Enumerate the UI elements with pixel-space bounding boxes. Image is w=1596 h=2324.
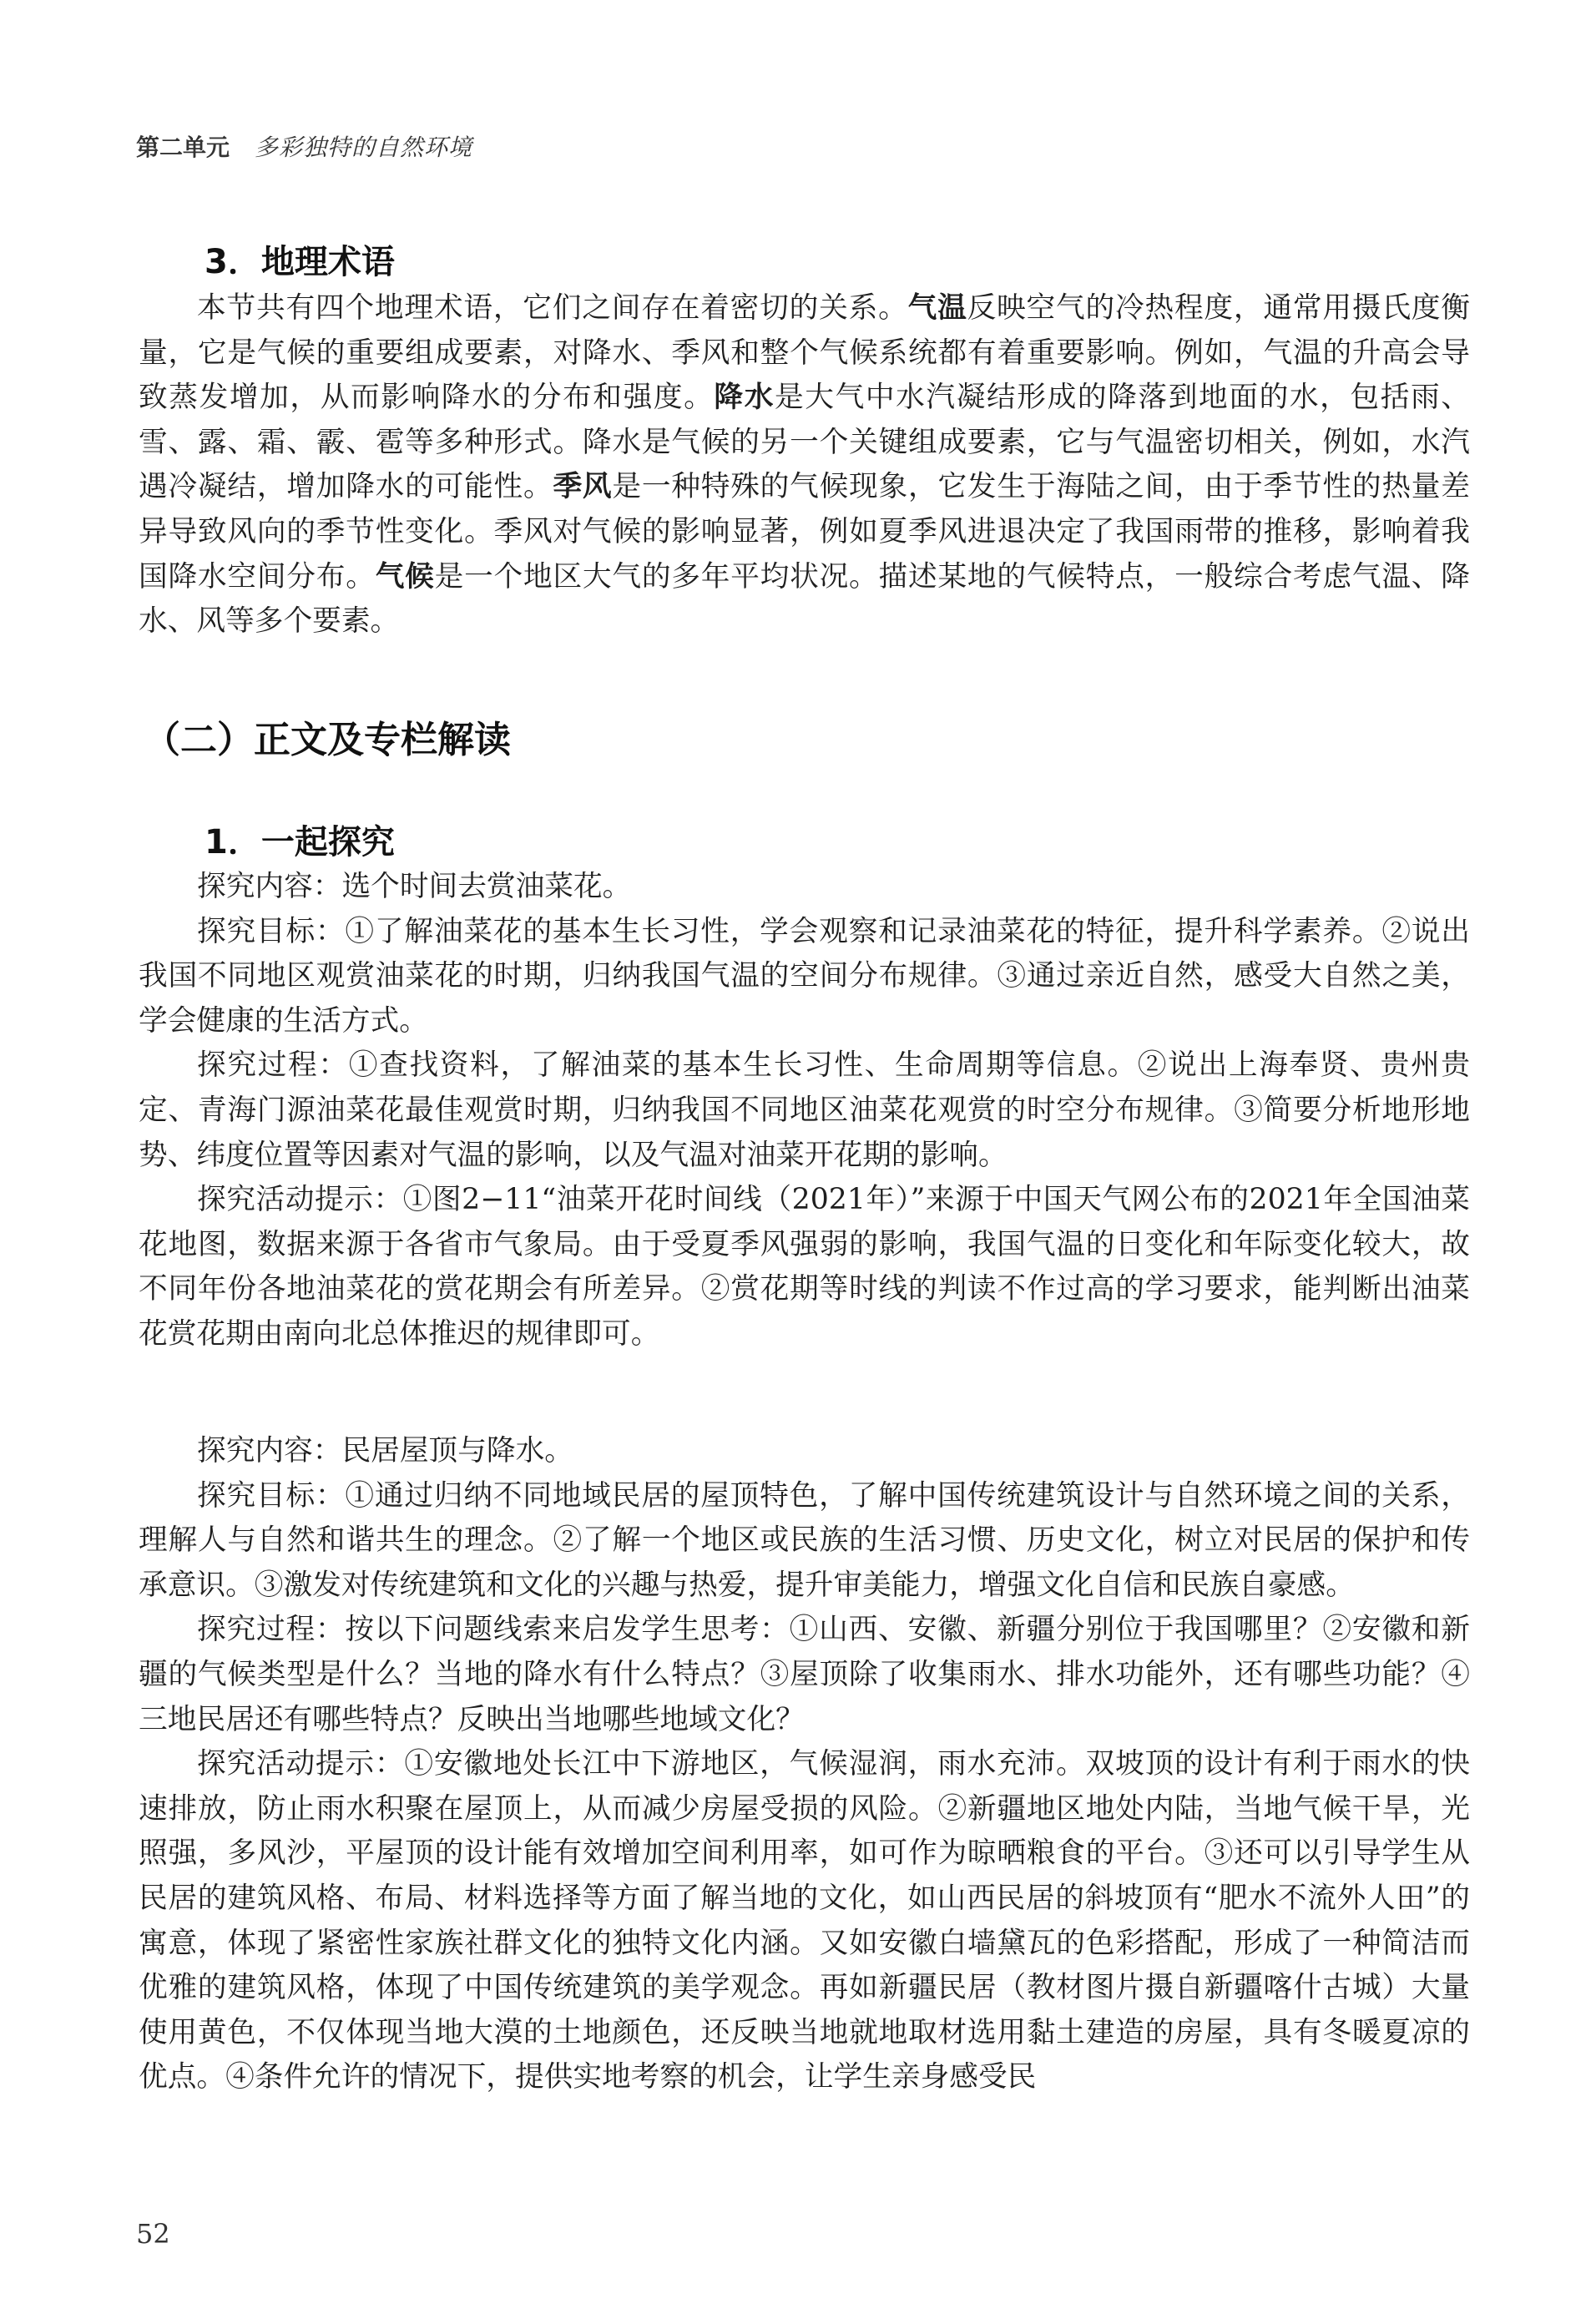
section-heading-text-and-columns: （二）正文及专栏解读: [144, 719, 511, 761]
unit-label: 第二单元: [136, 134, 230, 161]
term-monsoon: 季风: [553, 470, 613, 504]
term-air-temperature: 气温: [907, 291, 967, 325]
unit-topic: 多彩独特的自然环境: [255, 134, 473, 161]
explore-paragraph: 探究过程：①查找资料，了解油菜的基本生长习性、生命周期等信息。②说出上海奉贤、贵州贵定、青海门源油菜花最佳观赏时期，归纳我国不同地区油菜花观赏的时空分布规律。③简要分析地形地势、纬度位置等因素对气温的影响，以及气温对油菜开花期的影响。: [139, 1048, 1470, 1172]
terms-text: 是一种特殊的气候现象，它发生于海陆之间，由于季节性的热量差异导致风向的季节性变化。季风对气候的影响显著，例如夏季风进退决定了我国雨带的推移，影响着我国降水空间分布。: [139, 470, 1470, 594]
explore-paragraph: 探究目标：①通过归纳不同地域民居的屋顶特色，了解中国传统建筑设计与自然环境之间的关系，理解人与自然和谐共生的理念。②了解一个地区或民族的生活习惯、历史文化，树立对民居的保护和传承意识。③激发对传统建筑和文化的兴趣与热爱，提升审美能力，增强文化自信和民族自豪感。: [139, 1478, 1470, 1602]
explore-block-roofs: [139, 1429, 1470, 2100]
explore-block-rapeseed: [139, 865, 1470, 1357]
terms-text: 反映空气的冷热程度，通常用摄氏度衡量，它是气候的重要组成要素，对降水、季风和整个气候系统都有着重要影响。例如，气温的升高会导致蒸发增加，从而影响降水的分布和强度。: [139, 291, 1470, 415]
term-climate: 气候: [375, 559, 435, 594]
explore-paragraph: 探究活动提示：①安徽地处长江中下游地区，气候湿润，雨水充沛。双坡顶的设计有利于雨水的快速排放，防止雨水积聚在屋顶上，从而减少房屋受损的风险。②新疆地区地处内陆，当地气候干旱，光照强，多风沙，平屋顶的设计能有效增加空间利用率，如可作为晾晒粮食的平台。③还可以引导学生从民居的建筑风格、布局、材料选择等方面了解当地的文化，如山西民居的斜坡顶有“肥水不流外人田”的寓意，体现了紧密性家族社群文化的独特文化内涵。又如安徽白墙黛瓦的色彩搭配，形成了一种简洁而优雅的建筑风格，体现了中国传统建筑的美学观念。再如新疆民居（教材图片摄自新疆喀什古城）大量使用黄色，不仅体现当地大漠的土地颜色，还反映当地就地取材选用黏土建造的房屋，具有冬暖夏凉的优点。④条件允许的情况下，提供实地考察的机会，让学生亲身感受民: [139, 1747, 1470, 2094]
terms-text: 是大气中水汽凝结形成的降落到地面的水，包括雨、雪、露、霜、霰、雹等多种形式。降水是气候的另一个关键组成要素，它与气温密切相关，例如，水汽遇冷凝结，增加降水的可能性。: [139, 381, 1470, 504]
explore-paragraph: 探究活动提示：①图2−11“油菜开花时间线（2021年）”来源于中国天气网公布的2021年全国油菜花地图，数据来源于各省市气象局。由于受夏季风强弱的影响，我国气温的日变化和年际变化较大，故不同年份各地油菜花的赏花期会有所差异。②赏花期等时线的判读不作过高的学习要求，能判断出油菜花赏花期由南向北总体推迟的规律即可。: [139, 1183, 1470, 1351]
terms-paragraph: [139, 286, 1470, 644]
page-number: 52: [136, 2218, 170, 2250]
running-head: [136, 129, 472, 163]
terms-text: 是一个地区大气的多年平均状况。描述某地的气候特点，一般综合考虑气温、降水、风等多个要素。: [139, 559, 1470, 639]
terms-heading: 3．地理术语: [205, 243, 395, 281]
terms-body: [139, 286, 1470, 644]
explore-paragraph: 探究目标：①了解油菜花的基本生长习性，学会观察和记录油菜花的特征，提升科学素养。②说出我国不同地区观赏油菜花的时期，归纳我国气温的空间分布规律。③通过亲近自然，感受大自然之美，学会健康的生活方式。: [139, 914, 1470, 1038]
terms-text: 本节共有四个地理术语，它们之间存在着密切的关系。: [197, 291, 908, 325]
explore-paragraph: 探究过程：按以下问题线索来启发学生思考：①山西、安徽、新疆分别位于我国哪里？②安徽和新疆的气候类型是什么？当地的降水有什么特点？③屋顶除了收集雨水、排水功能外，还有哪些功能？④三地民居还有哪些特点？反映出当地哪些地域文化？: [139, 1613, 1470, 1736]
explore-heading: 1．一起探究: [205, 823, 395, 861]
explore-paragraph: 探究内容：选个时间去赏油菜花。: [197, 870, 632, 903]
explore-paragraph: 探究内容：民居屋顶与降水。: [197, 1434, 573, 1468]
term-precipitation: 降水: [714, 381, 775, 415]
